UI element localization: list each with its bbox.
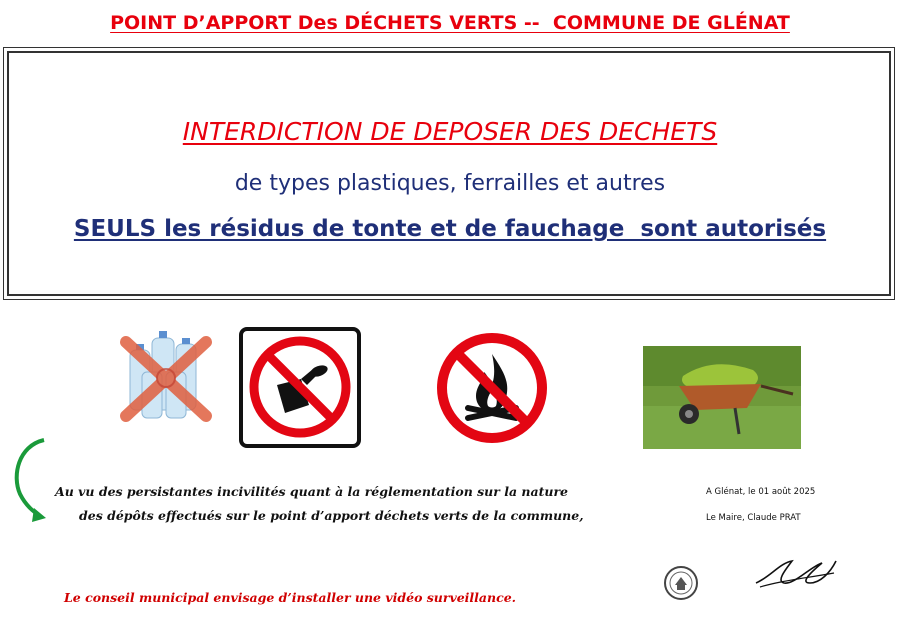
municipal-stamp-icon <box>663 565 699 601</box>
prohibited-types-text: de types plastiques, ferrailles et autres <box>234 171 666 196</box>
paragraph-line-1: Au vu des persistantes incivilités quant à la réglementation sur la nature <box>55 484 568 499</box>
green-curved-arrow-icon <box>10 436 52 524</box>
mayor-name-text: Le Maire, Claude PRAT <box>706 513 801 523</box>
no-fire-icon <box>432 328 552 448</box>
video-surveillance-note: Le conseil municipal envisage d’installer une vidéo surveillance. <box>64 590 517 605</box>
place-date-text: A Glénat, le 01 août 2025 <box>706 487 816 497</box>
allowed-waste-text: SEULS les résidus de tonte et de fauchage sont autorisés <box>73 216 827 242</box>
prohibition-heading: INTERDICTION DE DEPOSER DES DECHETS <box>182 117 718 146</box>
paragraph-line-2: des dépôts effectués sur le point d’apport déchets verts de la commune, <box>79 508 584 523</box>
no-fuel-can-icon <box>239 327 361 448</box>
page-title: POINT D’APPORT Des DÉCHETS VERTS -- COMMUNE DE GLÉNAT <box>110 12 790 34</box>
wheelbarrow-grass-photo <box>643 346 801 449</box>
crossed-plastic-bottles-icon <box>112 328 220 424</box>
signature-icon <box>750 553 840 593</box>
